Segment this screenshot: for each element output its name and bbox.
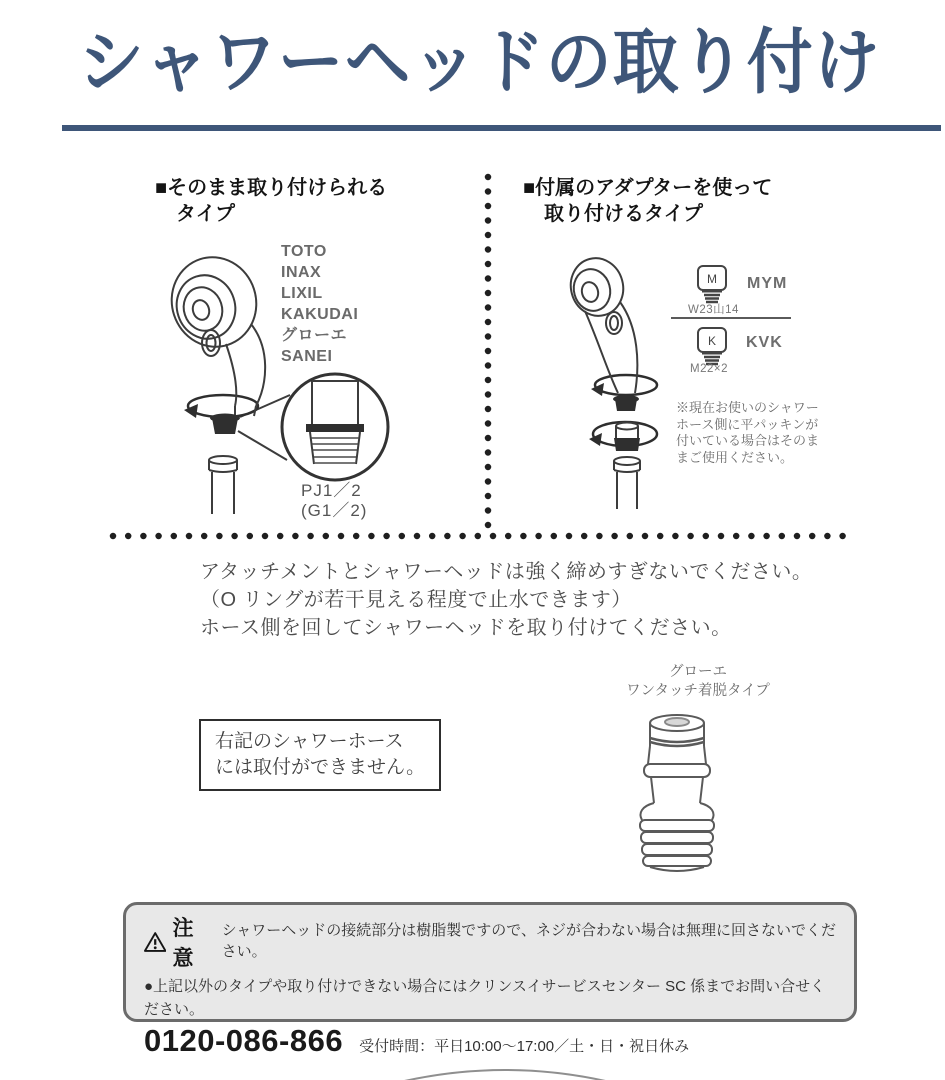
adapter-m-brand: MYM bbox=[747, 275, 788, 292]
instruction-line1: アタッチメントとシャワーヘッドは強く締めすぎないでください。 bbox=[200, 561, 813, 583]
adapter-separator-line bbox=[671, 317, 791, 319]
thread-size-line1: PJ1／2 bbox=[301, 481, 362, 500]
caution-header-row bbox=[144, 912, 838, 972]
reception-hours: 受付時間：平日10:00～17:00／土・日・祝日休み bbox=[359, 1038, 690, 1055]
caution-label: 注意 bbox=[172, 917, 195, 970]
left-column-heading bbox=[155, 175, 387, 227]
brand-item: TOTO bbox=[281, 243, 327, 260]
adapter-m-icon bbox=[695, 264, 729, 306]
instruction-line3: ホース側を回してシャワーヘッドを取り付けてください。 bbox=[200, 617, 732, 639]
incompatible-hose-box bbox=[199, 719, 441, 791]
incompatible-line2: には取付ができません。 bbox=[215, 757, 426, 778]
instruction-line2: （O リングが若干見える程度で止水できます） bbox=[200, 589, 632, 611]
adapter-m-letter: M bbox=[707, 272, 717, 286]
adapter-k-letter: K bbox=[707, 334, 717, 348]
left-heading-line2: タイプ bbox=[176, 203, 235, 225]
horizontal-dotted-divider bbox=[106, 529, 858, 543]
grohe-connector-illustration bbox=[628, 706, 740, 878]
flat-packing-note: ※現在お使いのシャワーホース側に平パッキンが付いている場合はそのままご使用ください。 bbox=[676, 400, 820, 465]
brand-item: SANEI bbox=[281, 348, 333, 365]
caution-box bbox=[123, 902, 857, 1058]
right-heading-line1: ■付属のアダプターを使って bbox=[523, 177, 773, 199]
grohe-hose-label bbox=[588, 663, 808, 700]
shower-head-direct-attach-illustration bbox=[150, 248, 410, 538]
adapter-k-icon bbox=[695, 326, 729, 368]
right-heading-line2: 取り付けるタイプ bbox=[544, 203, 703, 225]
grohe-hose-label-line2: ワンタッチ着脱タイプ bbox=[626, 682, 770, 699]
shower-head-adapter-attach-illustration bbox=[545, 245, 665, 535]
brand-item: LIXIL bbox=[281, 285, 323, 302]
adapter-k-brand: KVK bbox=[746, 334, 783, 351]
thread-size-label bbox=[301, 481, 367, 521]
left-heading-line1: ■そのまま取り付けられる bbox=[155, 177, 388, 199]
grohe-hose-label-line1: グローエ bbox=[669, 664, 727, 680]
vertical-dotted-divider bbox=[481, 170, 495, 542]
caution-body-text: シャワーヘッドの接続部分は樹脂製ですので、ネジが合わない場合は無理に回さないでください。 bbox=[221, 922, 836, 960]
brand-item: INAX bbox=[281, 264, 322, 281]
right-column-heading bbox=[523, 175, 772, 227]
cropped-circle-arc bbox=[395, 1056, 615, 1080]
brand-item: グローエ bbox=[281, 327, 348, 344]
phone-row bbox=[144, 1023, 838, 1059]
warning-icon bbox=[144, 931, 166, 953]
adapter-k-spec: M22×2 bbox=[690, 363, 728, 375]
attachment-instructions bbox=[200, 558, 812, 642]
incompatible-line1: 右記のシャワーホース bbox=[215, 731, 404, 752]
phone-number: 0120-086-866 bbox=[144, 1023, 344, 1058]
title-underline bbox=[62, 125, 941, 131]
adapter-m-spec: W23山14 bbox=[688, 304, 739, 316]
thread-size-line2: (G1／2) bbox=[301, 501, 368, 520]
caution-contact-text: ●上記以外のタイプや取り付けできない場合にはクリンスイサービスセンター SC 係までお問い合せください。 bbox=[144, 978, 826, 1018]
page-title: シャワーヘッドの取り付け bbox=[78, 21, 881, 102]
brand-item: KAKUDAI bbox=[281, 306, 359, 323]
